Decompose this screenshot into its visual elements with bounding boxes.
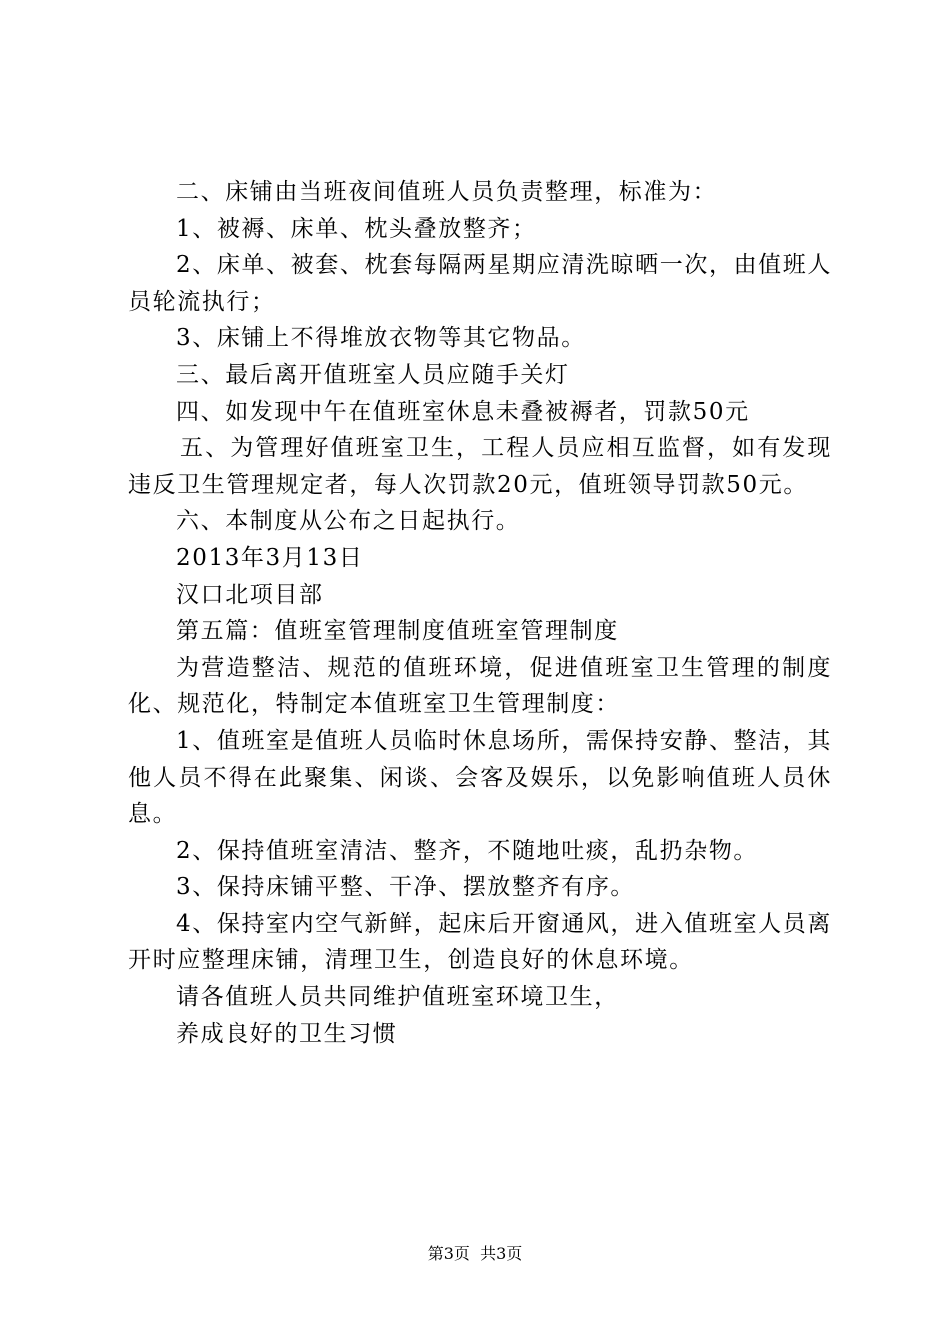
paragraph-supervision-rule: 五、为管理好值班室卫生，工程人员应相互监督，如有发现违反卫生管理规定者，每人次罚款20元，值班领导罚款50元。 bbox=[128, 435, 832, 498]
page-footer bbox=[0, 1244, 950, 1264]
paragraph-department: 汉口北项目部 bbox=[176, 581, 324, 608]
paragraph-bedding-item-3: 3、床铺上不得堆放衣物等其它物品。 bbox=[176, 325, 586, 352]
paragraph-rule-4: 4、保持室内空气新鲜，起床后开窗通风，进入值班室人员离开时应整理床铺，清理卫生，创造良好的休息环境。 bbox=[128, 910, 832, 974]
footer-separator bbox=[470, 1244, 480, 1263]
paragraph-closing-1: 请各值班人员共同维护值班室环境卫生， bbox=[176, 984, 619, 1011]
paragraph-fine-rule: 四、如发现中午在值班室休息未叠被褥者，罚款50元 bbox=[176, 398, 750, 425]
paragraph-rule-2: 2、保持值班室清洁、整齐，不随地吐痰，乱扔杂物。 bbox=[176, 837, 759, 864]
page-number: 第3页 bbox=[427, 1244, 470, 1263]
paragraph-date: 2013年3月13日 bbox=[176, 544, 364, 571]
paragraph-effective-date-rule: 六、本制度从公布之日起执行。 bbox=[176, 508, 521, 535]
document-body bbox=[128, 174, 832, 1052]
paragraph-lights-rule: 三、最后离开值班室人员应随手关灯 bbox=[176, 361, 570, 388]
page-total: 共3页 bbox=[480, 1244, 523, 1263]
paragraph-bedding-item-2: 2、床单、被套、枕套每隔两星期应清洗晾晒一次，由值班人员轮流执行； bbox=[128, 252, 832, 315]
paragraph-bedding-item-1: 1、被褥、床单、枕头叠放整齐； bbox=[176, 215, 537, 242]
paragraph-rule-3: 3、保持床铺平整、干净、摆放整齐有序。 bbox=[176, 874, 636, 901]
paragraph-rule-1: 1、值班室是值班人员临时休息场所，需保持安静、整洁，其他人员不得在此聚集、闲谈、会客及娱乐，以免影响值班人员休息。 bbox=[128, 727, 832, 828]
section-heading: 第五篇：值班室管理制度值班室管理制度 bbox=[176, 618, 619, 645]
paragraph-closing-2: 养成良好的卫生习惯 bbox=[176, 1020, 398, 1047]
paragraph-bedding-rules: 二、床铺由当班夜间值班人员负责整理，标准为： bbox=[176, 179, 718, 205]
paragraph-intro: 为营造整洁、规范的值班环境，促进值班室卫生管理的制度化、规范化，特制定本值班室卫生管理制度： bbox=[128, 654, 832, 718]
